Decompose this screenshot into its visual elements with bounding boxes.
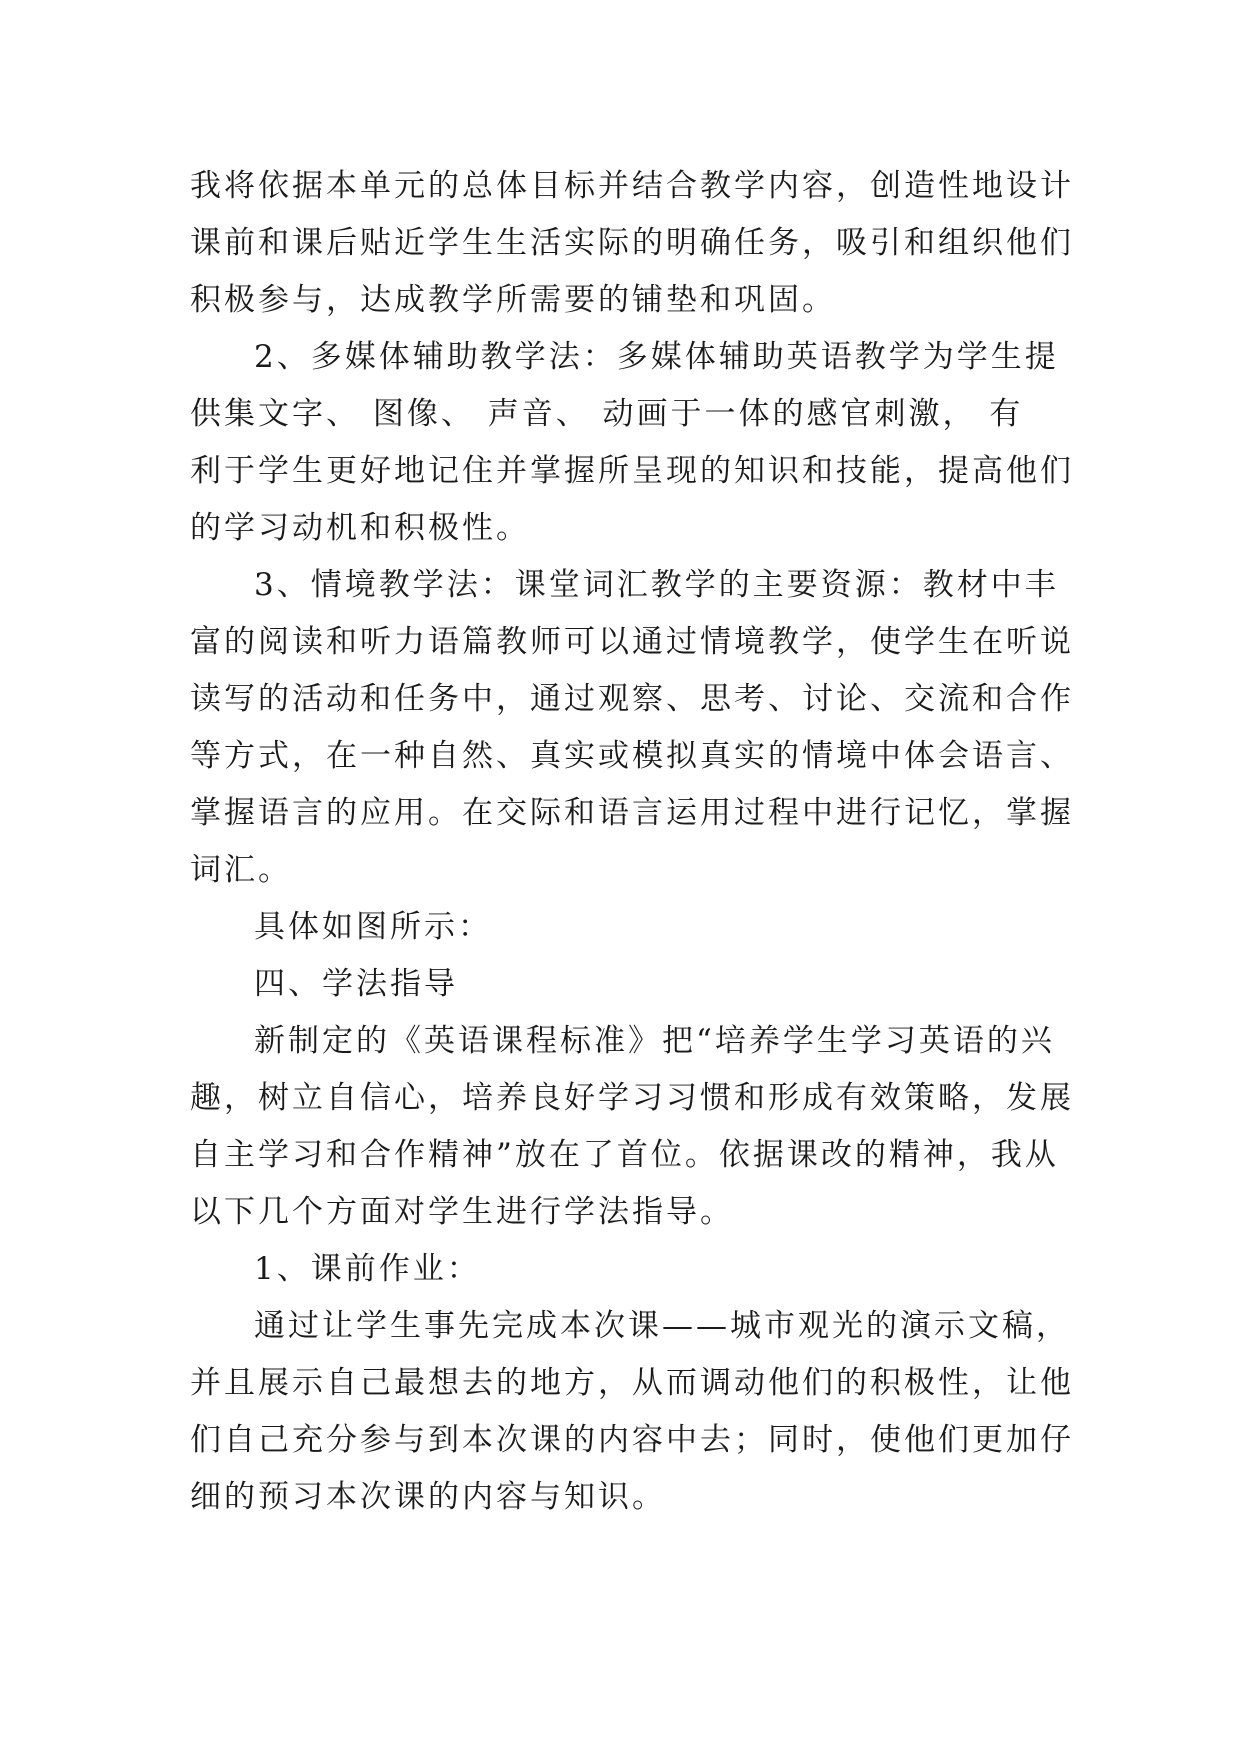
section-heading: 四、学法指导	[254, 966, 458, 1002]
text-line: 等方式，在一种自然、真实或模拟真实的情境中体会语言、	[190, 738, 1074, 774]
text-line: 课前和课后贴近学生生活实际的明确任务，吸引和组织他们	[190, 225, 1074, 261]
text-line: 以下几个方面对学生进行学法指导。	[190, 1194, 734, 1230]
text-line: 富的阅读和听力语篇教师可以通过情境教学，使学生在听说	[190, 624, 1074, 660]
text-line: 积极参与，达成教学所需要的铺垫和巩固。	[190, 282, 836, 318]
text-line: 掌握语言的应用。在交际和语言运用过程中进行记忆，掌握	[190, 795, 1074, 831]
text-line: 趣，树立自信心，培养良好学习习惯和形成有效策略，发展	[190, 1080, 1074, 1116]
paragraph-start-line: 通过让学生事先完成本次课——城市观光的演示文稿，	[254, 1308, 1070, 1344]
text-line: 我将依据本单元的总体目标并结合教学内容，创造性地设计	[190, 168, 1074, 204]
text-line: 供集文字、 图像、 声音、 动画于一体的感官刺激， 有	[190, 396, 1024, 432]
paragraph-start-line: 具体如图所示：	[254, 909, 492, 945]
text-line: 并且展示自己最想去的地方，从而调动他们的积极性，让他	[190, 1365, 1074, 1401]
paragraph-start-line: 新制定的《英语课程标准》把“培养学生学习英语的兴	[254, 1023, 1055, 1059]
text-line: 细的预习本次课的内容与知识。	[190, 1479, 666, 1515]
text-line: 们自己充分参与到本次课的内容中去；同时，使他们更加仔	[190, 1422, 1074, 1458]
text-line: 读写的活动和任务中，通过观察、思考、讨论、交流和合作	[190, 681, 1074, 717]
subsection-heading: 1、课前作业：	[254, 1251, 481, 1287]
document-body	[190, 158, 1074, 1526]
text-line: 词汇。	[190, 852, 292, 888]
text-line: 的学习动机和积极性。	[190, 510, 530, 546]
paragraph-start-line: 2、多媒体辅助教学法：多媒体辅助英语教学为学生提	[254, 339, 1059, 375]
text-line: 利于学生更好地记住并掌握所呈现的知识和技能，提高他们	[190, 453, 1074, 489]
paragraph-start-line: 3、情境教学法：课堂词汇教学的主要资源：教材中丰	[254, 567, 1059, 603]
text-line: 自主学习和合作精神”放在了首位。依据课改的精神，我从	[190, 1137, 1059, 1173]
